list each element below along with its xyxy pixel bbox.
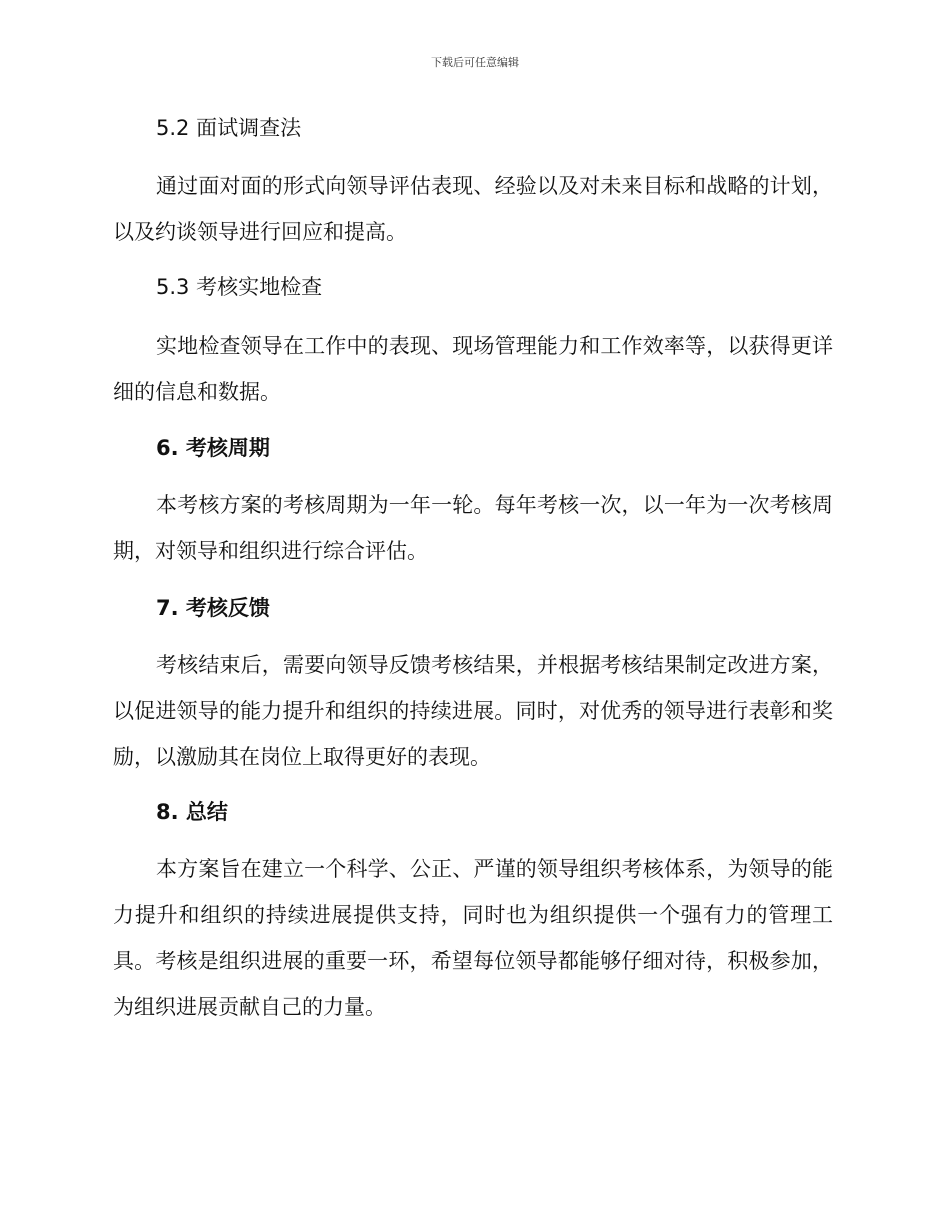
section-5-3-body-block: [113, 323, 833, 415]
section-6-heading: 6. 考核周期: [156, 436, 270, 460]
section-5-2-body-block: [113, 163, 833, 255]
section-5-3-title: 5.3 考核实地检查: [156, 275, 323, 299]
section-7-heading: 7. 考核反馈: [156, 596, 270, 620]
section-6-body: 本考核方案的考核周期为一年一轮。每年考核一次，以一年为一次考核周期，对领导和组织进行综合评估。: [113, 493, 833, 563]
section-5-2-body: 通过面对面的形式向领导评估表现、经验以及对未来目标和战略的计划，以及约谈领导进行回应和提高。: [113, 174, 833, 244]
section-6-body-block: [113, 482, 833, 574]
section-7-body: 考核结束后，需要向领导反馈考核结果，并根据考核结果制定改进方案，以促进领导的能力提升和组织的持续进展。同时，对优秀的领导进行表彰和奖励，以激励其在岗位上取得更好的表现。: [113, 653, 833, 769]
section-7-body-block: [113, 642, 833, 780]
section-8-body-block: [113, 846, 833, 1030]
section-5-3-body: 实地检查领导在工作中的表现、现场管理能力和工作效率等，以获得更详细的信息和数据。: [113, 334, 833, 404]
section-8-heading: 8. 总结: [156, 800, 228, 824]
section-5-2-title: 5.2 面试调查法: [156, 116, 302, 140]
section-8-body: 本方案旨在建立一个科学、公正、严谨的领导组织考核体系，为领导的能力提升和组织的持续进展提供支持，同时也为组织提供一个强有力的管理工具。考核是组织进展的重要一环，希望每位领导都能够仔细对待，积极参加，为组织进展贡献自己的力量。: [113, 857, 833, 1019]
page-header-note: 下载后可任意编辑: [431, 56, 519, 69]
